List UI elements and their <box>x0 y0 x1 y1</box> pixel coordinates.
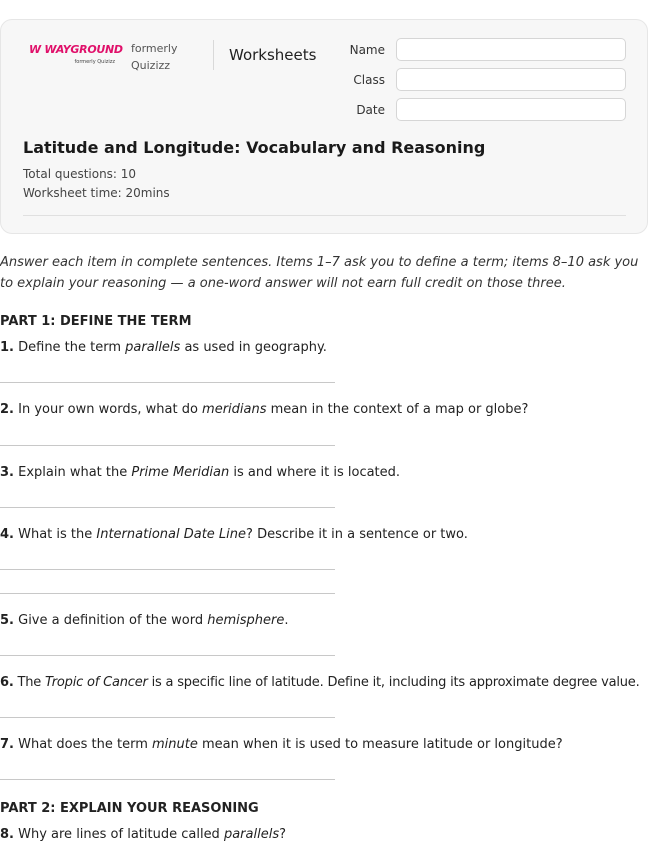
class-label: Class <box>353 73 385 87</box>
answer-line[interactable] <box>0 655 335 656</box>
worksheet-time: Worksheet time: 20mins <box>23 186 170 200</box>
logo-wordmark: 𝙒 WAYGROUND <box>29 43 123 56</box>
worksheet-title: Latitude and Longitude: Vocabulary and Reasoning <box>23 138 486 157</box>
question-4: 4. What is the International Date Line? Describe it in a sentence or two. <box>0 527 468 542</box>
answer-line[interactable] <box>0 593 335 594</box>
answer-line[interactable] <box>0 717 335 718</box>
date-label: Date <box>356 103 385 117</box>
answer-line[interactable] <box>0 382 335 383</box>
formerly-quizizz: formerly Quizizz <box>131 42 178 72</box>
question-5: 5. Give a definition of the word hemisphere. <box>0 613 289 628</box>
date-field[interactable] <box>396 98 626 121</box>
answer-line[interactable] <box>0 779 335 780</box>
header-bottom-divider <box>23 215 626 216</box>
answer-line[interactable] <box>0 507 335 508</box>
logo-icon: 𝙒 <box>29 43 41 56</box>
part-1-heading: PART 1: DEFINE THE TERM <box>0 314 192 329</box>
question-6: 6. The Tropic of Cancer is a specific line of latitude. Define it, including its approximate degree value. <box>0 675 640 690</box>
name-label: Name <box>349 43 385 57</box>
total-questions: Total questions: 10 <box>23 167 137 181</box>
name-field[interactable] <box>396 38 626 61</box>
section-title: Worksheets <box>229 46 317 64</box>
question-1: 1. Define the term parallels as used in geography. <box>0 340 327 355</box>
header-divider <box>213 40 214 70</box>
question-2: 2. In your own words, what do meridians mean in the context of a map or globe? <box>0 402 529 417</box>
question-3: 3. Explain what the Prime Meridian is and where it is located. <box>0 465 401 480</box>
question-8: 8. Why are lines of latitude called parallels? <box>0 827 286 842</box>
part-2-heading: PART 2: EXPLAIN YOUR REASONING <box>0 801 259 816</box>
answer-line[interactable] <box>0 445 335 446</box>
answer-line[interactable] <box>0 569 335 570</box>
logo-subtitle: formerly Quizizz <box>74 59 115 65</box>
instructions: Answer each item in complete sentences. Items 1–7 ask you to define a term; items 8–10 ask you to explain your reasoning — a one-word answer will not earn full credit on those three. <box>0 255 639 291</box>
class-field[interactable] <box>396 68 626 91</box>
wayground-logo <box>29 43 123 65</box>
question-7: 7. What does the term minute mean when it is used to measure latitude or longitude? <box>0 737 563 752</box>
